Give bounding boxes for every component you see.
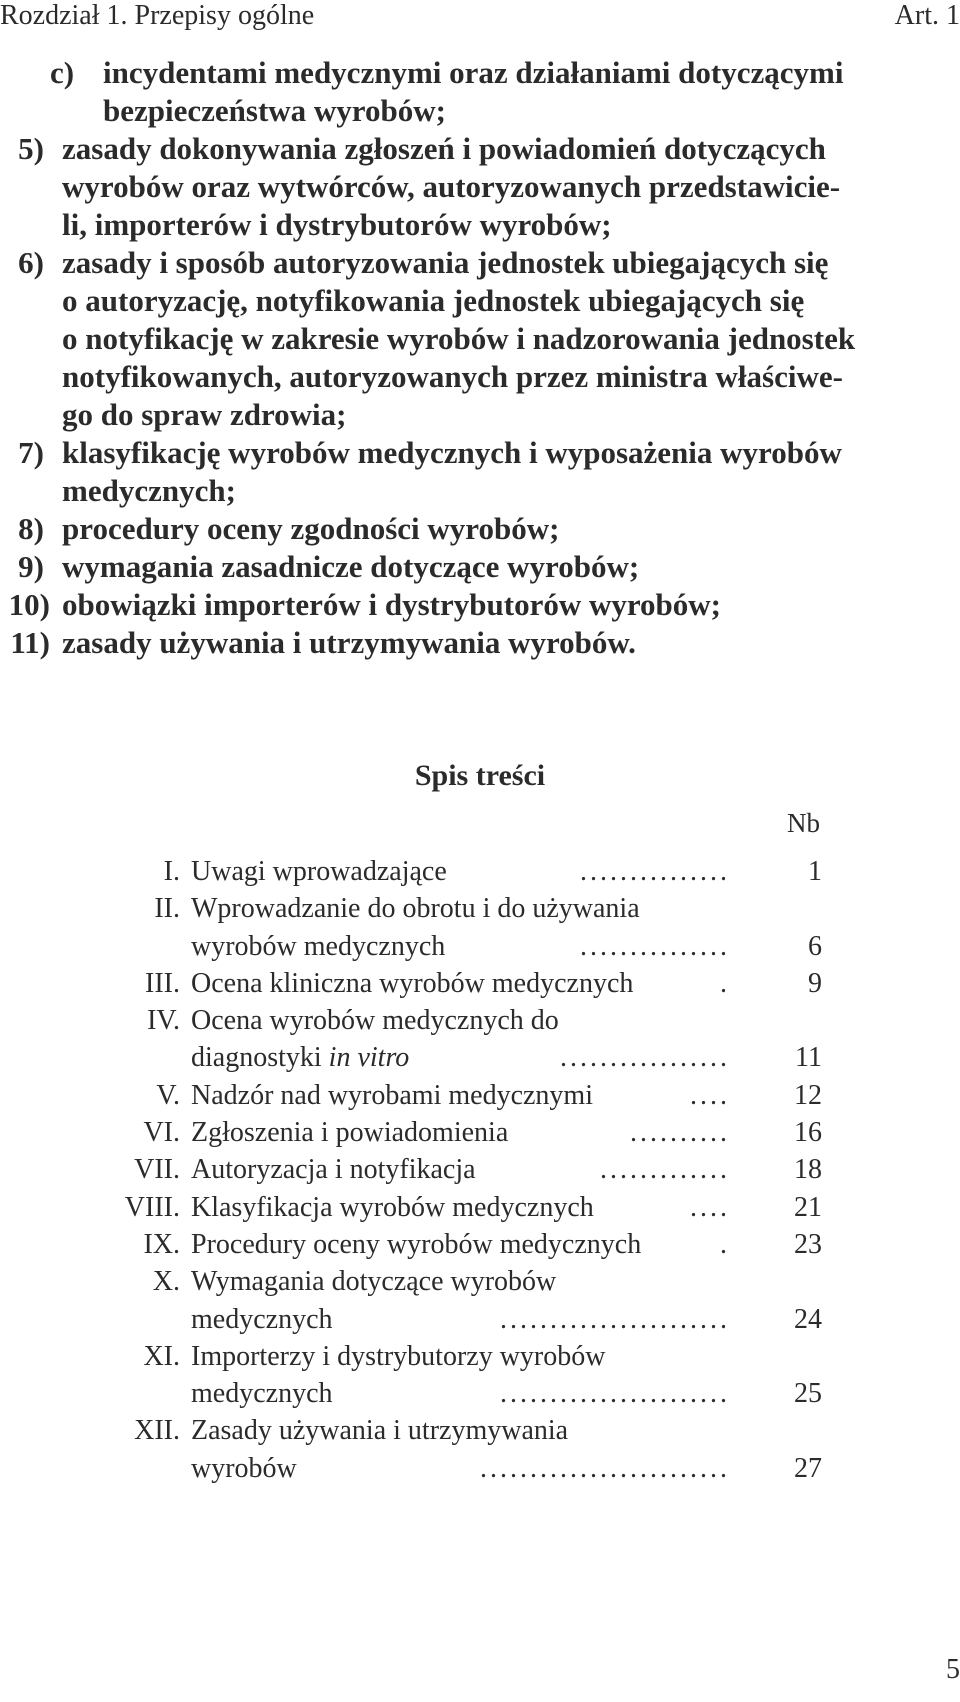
toc-chapter-title: wyrobów medycznych (191, 930, 446, 962)
toc-leader-dots: . (720, 1228, 730, 1260)
toc-chapter-title: Uwagi wprowadzające (191, 856, 447, 887)
toc-chapter-number: XII. (134, 1415, 180, 1447)
text-line: zasady dokonywania zgłoszeń i powiadomień dotyczących (62, 131, 826, 166)
toc-leader-dots: ....................... (500, 1303, 730, 1335)
toc-page-number: 12 (794, 1079, 822, 1111)
provision-list (0, 54, 960, 662)
table-of-contents (0, 853, 960, 1487)
toc-row (0, 928, 960, 965)
toc-row (0, 853, 960, 890)
toc-chapter-number: IV. (147, 1005, 180, 1037)
running-header (0, 0, 960, 36)
toc-row (0, 1077, 960, 1114)
list-item (0, 510, 960, 548)
toc-row (0, 1375, 960, 1412)
toc-title: Spis treści (414, 759, 546, 792)
chapter-title: Rozdział 1. Przepisy ogólne (0, 0, 315, 31)
text-line: incydentami medycznymi oraz działaniami dotyczącymi (103, 55, 844, 90)
toc-row (0, 890, 960, 927)
text-line: wyrobów oraz wytwórców, autoryzowanych przedstawicie- (62, 169, 841, 204)
list-item-text (62, 434, 960, 510)
toc-chapter-number: II. (154, 893, 180, 925)
toc-leader-dots: ............... (580, 856, 730, 887)
toc-row (0, 1002, 960, 1039)
text-line: zasady i sposób autoryzowania jednostek ubiegających się (62, 245, 829, 280)
text-line: bezpieczeństwa wyrobów; (103, 93, 446, 128)
list-item-text (62, 586, 960, 624)
text-line: klasyfikację wyrobów medycznych i wyposażenia wyrobów (62, 435, 842, 470)
text-line: li, importerów i dystrybutorów wyrobów; (62, 207, 612, 242)
list-item-number: 6) (18, 245, 44, 280)
toc-row (0, 1338, 960, 1375)
list-item (0, 54, 960, 130)
toc-row (0, 965, 960, 1002)
list-item-number: 8) (18, 511, 44, 546)
toc-row (0, 1301, 960, 1338)
toc-page-number: 23 (794, 1228, 822, 1260)
list-item-number: 9) (18, 549, 44, 584)
list-item-text (103, 54, 960, 130)
toc-chapter-title: medycznych (191, 1378, 333, 1410)
list-item-text (62, 624, 960, 662)
list-item-number: 7) (18, 435, 44, 470)
text-line: zasady używania i utrzymywania wyrobów. (62, 625, 636, 660)
toc-row (0, 1151, 960, 1188)
toc-page-number: 11 (795, 1042, 822, 1074)
toc-chapter-title: Ocena wyrobów medycznych do (191, 1005, 559, 1037)
toc-page-number: 9 (808, 967, 822, 999)
list-item (0, 548, 960, 586)
list-item (0, 434, 960, 510)
text-line: o notyfikację w zakresie wyrobów i nadzorowania jednostek (62, 321, 856, 356)
toc-row (0, 1039, 960, 1076)
toc-row (0, 1412, 960, 1449)
toc-leader-dots: ....................... (500, 1378, 730, 1410)
text-line: obowiązki importerów i dystrybutorów wyrobów; (62, 587, 722, 622)
toc-chapter-number: VI. (143, 1117, 180, 1149)
list-item-number: 11) (10, 625, 50, 660)
toc-chapter-number: XI. (143, 1340, 180, 1372)
list-item (0, 130, 960, 244)
list-item-text (62, 510, 960, 548)
toc-chapter-title: Autoryzacja i notyfikacja (191, 1154, 476, 1186)
toc-chapter-title: Ocena kliniczna wyrobów medycznych (191, 967, 634, 999)
toc-leader-dots: . (720, 967, 730, 999)
toc-leader-dots: ......................... (480, 1452, 730, 1484)
toc-chapter-number: III. (145, 967, 180, 999)
toc-page-number: 25 (794, 1378, 822, 1410)
toc-page-number: 21 (794, 1191, 822, 1223)
toc-chapter-title: Wprowadzanie do obrotu i do używania (191, 893, 640, 925)
toc-leader-dots: ............... (580, 930, 730, 962)
toc-chapter-number: I. (163, 856, 180, 887)
toc-row (0, 1189, 960, 1226)
toc-chapter-title: Zasady używania i utrzymywania (191, 1415, 569, 1447)
list-item (0, 624, 960, 662)
toc-chapter-number: V. (156, 1079, 180, 1111)
toc-page-number: 16 (794, 1117, 822, 1149)
toc-leader-dots: .... (690, 1191, 730, 1223)
toc-leader-dots: .......... (630, 1117, 730, 1149)
toc-chapter-title: diagnostyki in vitro (191, 1042, 410, 1074)
list-item-text (62, 130, 960, 244)
toc-row (0, 1114, 960, 1151)
toc-page-number: 27 (794, 1452, 822, 1484)
toc-page-number: 6 (808, 930, 822, 962)
list-item-number: 5) (18, 131, 44, 166)
toc-row (0, 1226, 960, 1263)
list-item-text (62, 548, 960, 586)
toc-chapter-number: X. (152, 1266, 180, 1298)
list-item-number: c) (50, 55, 75, 90)
toc-page-column-header: Nb (787, 808, 820, 838)
toc-chapter-title: Importerzy i dystrybutorzy wyrobów (191, 1340, 606, 1372)
toc-chapter-title: Nadzór nad wyrobami medycznymi (191, 1079, 593, 1111)
toc-chapter-title: Klasyfikacja wyrobów medycznych (191, 1191, 594, 1223)
text-line: medycznych; (62, 473, 236, 508)
toc-row (0, 1263, 960, 1300)
toc-leader-dots: .... (690, 1079, 730, 1111)
toc-leader-dots: ............. (600, 1154, 730, 1186)
list-item-text (62, 244, 960, 434)
text-line: wymagania zasadnicze dotyczące wyrobów; (62, 549, 640, 584)
toc-chapter-title: Zgłoszenia i powiadomienia (191, 1117, 509, 1149)
toc-page-number: 24 (794, 1303, 822, 1335)
list-item (0, 244, 960, 434)
toc-chapter-title: medycznych (191, 1303, 333, 1335)
toc-page-number: 18 (794, 1154, 822, 1186)
toc-page-number: 1 (808, 856, 822, 887)
toc-chapter-title: Wymagania dotyczące wyrobów (191, 1266, 557, 1298)
list-item-number: 10) (8, 587, 50, 622)
toc-chapter-number: IX. (143, 1228, 180, 1260)
list-item (0, 586, 960, 624)
text-line: go do spraw zdrowia; (62, 397, 347, 432)
text-line: o autoryzację, notyfikowania jednostek ubiegających się (62, 283, 805, 318)
text-line: notyfikowanych, autoryzowanych przez ministra właściwe- (62, 359, 843, 394)
toc-chapter-number: VII. (134, 1154, 180, 1186)
page-number: 5 (946, 1654, 960, 1685)
toc-chapter-title: wyrobów (191, 1452, 297, 1484)
toc-leader-dots: ................. (560, 1042, 730, 1074)
text-line: procedury oceny zgodności wyrobów; (62, 511, 560, 546)
toc-italic-term: in vitro (328, 1042, 410, 1074)
article-number: Art. 1 (894, 0, 960, 31)
toc-row (0, 1450, 960, 1487)
toc-chapter-number: VIII. (124, 1191, 180, 1223)
toc-chapter-title: Procedury oceny wyrobów medycznych (191, 1228, 642, 1260)
